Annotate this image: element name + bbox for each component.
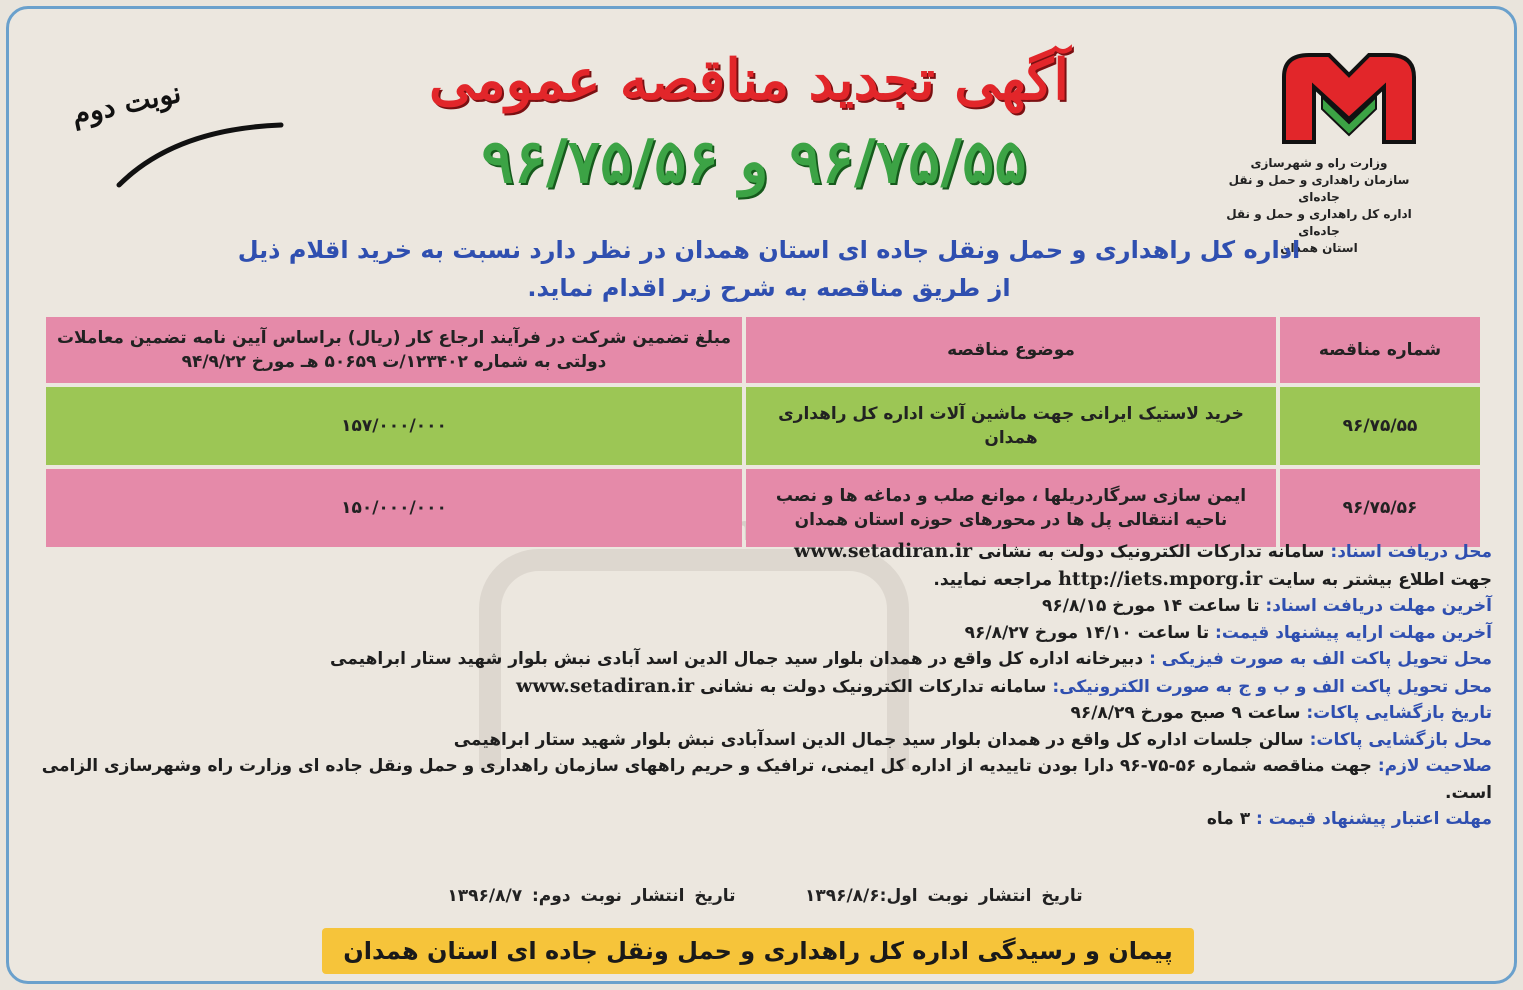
detail-label: محل تحویل پاکت الف و ب و ج به صورت الکترونیکی: xyxy=(1052,676,1492,697)
header-subject: موضوع مناقصه xyxy=(746,317,1276,383)
first-publication-date: تاریخ انتشار نوبت اول:۱۳۹۶/۸/۶ xyxy=(804,886,1083,906)
detail-docs-location xyxy=(32,538,1492,566)
tender-subject: ایمن سازی سرگاردریلها ، موانع صلب و دماغه ها و نصب ناحیه انتقالی پل ها در محورهای حوزه استان همدان xyxy=(746,469,1276,547)
tender-table xyxy=(42,313,1484,551)
detail-label: تاریخ بازگشایی پاکات: xyxy=(1306,703,1492,723)
notice-title: آگهی تجدید مناقصه عمومی xyxy=(428,47,1069,113)
detail-text: جهت اطلاع بیشتر به سایت xyxy=(1268,569,1492,590)
table-row xyxy=(46,387,1480,465)
detail-label: محل دریافت اسناد: xyxy=(1330,542,1492,562)
intro-line: اداره کل راهداری و حمل ونقل جاده ای استان همدان در نظر دارد نسبت به خرید اقلام ذیل xyxy=(237,236,1301,264)
intro-text xyxy=(179,231,1359,307)
detail-label: آخرین مهلت دریافت اسناد: xyxy=(1265,596,1492,616)
second-publication-date: تاریخ انتشار نوبت دوم: ۱۳۹۶/۸/۷ xyxy=(447,886,736,906)
detail-text: سامانه تدارکات الکترونیک دولت به نشانی xyxy=(978,542,1325,562)
detail-label: آخرین مهلت ارایه پیشنهاد قیمت: xyxy=(1215,622,1492,643)
footer-banner: پیمان و رسیدگی اداره کل راهداری و حمل ونقل جاده ای استان همدان xyxy=(322,928,1194,974)
detail-bid-validity xyxy=(32,806,1492,833)
publication-dates xyxy=(400,886,1130,906)
detail-label: صلاحیت لازم: xyxy=(1377,756,1492,776)
detail-opening-location xyxy=(32,727,1492,754)
round-label: نوبت دوم xyxy=(68,75,184,132)
setadiran-link[interactable]: www.setadiran.ir xyxy=(516,674,695,697)
tender-number: ۹۶/۷۵/۵۶ xyxy=(1280,469,1480,547)
detail-text: سامانه تدارکات الکترونیک دولت به نشانی xyxy=(700,676,1047,697)
detail-label: محل تحویل پاکت الف به صورت فیزیکی : xyxy=(1149,649,1492,669)
header-number: شماره مناقصه xyxy=(1280,317,1480,383)
iets-link[interactable]: http://iets.mporg.ir xyxy=(1058,567,1263,590)
detail-label: مهلت اعتبار پیشنهاد قیمت : xyxy=(1256,809,1492,829)
table-header-row xyxy=(46,317,1480,383)
detail-text: مراجعه نمایید. xyxy=(933,569,1053,590)
setadiran-link[interactable]: www.setadiran.ir xyxy=(794,540,973,562)
table-row xyxy=(46,469,1480,547)
detail-bid-deadline xyxy=(32,620,1492,647)
detail-electronic-delivery xyxy=(32,673,1492,701)
tender-guarantee: ۱۵۷/۰۰۰/۰۰۰ xyxy=(46,387,742,465)
detail-text: سالن جلسات اداره کل واقع در همدان بلوار سید جمال الدین اسدآبادی نبش بلوار شهید ستار ابراهیمی xyxy=(453,729,1304,750)
detail-physical-delivery xyxy=(32,646,1492,673)
swoosh-decoration-icon xyxy=(115,119,285,189)
tender-guarantee: ۱۵۰/۰۰۰/۰۰۰ xyxy=(46,469,742,547)
tender-details xyxy=(32,538,1492,833)
detail-label: محل بازگشایی پاکات: xyxy=(1309,729,1492,750)
header-guarantee: مبلغ تضمین شرکت در فرآیند ارجاع کار (ریال) براساس آیین نامه تضمین معاملات دولتی به شماره ۱۲۳۴۰۲/ت ۵۰۶۵۹ هـ مورخ ۹۴/۹/۲۲ xyxy=(46,317,742,383)
ministry-line: اداره کل راهداری و حمل و نقل جاده‌ای xyxy=(1226,207,1412,238)
intro-line: از طریق مناقصه به شرح زیر اقدام نماید. xyxy=(527,274,1011,302)
detail-text: دبیرخانه اداره کل واقع در همدان بلوار سید جمال الدین اسد آبادی نبش بلوار شهید ستار ابراهیمی xyxy=(330,649,1144,669)
detail-text: جهت مناقصه شماره ۵۶-۷۵-۹۶ دارا بودن تاییدیه از اداره کل ایمنی، ترافیک و حریم راههای سازمان راهداری و حمل ونقل جاده ای وزارت راه وشهرسازی الزامی است. xyxy=(41,756,1492,803)
detail-text: تا ساعت ۱۴/۱۰ مورخ ۹۶/۸/۲۷ xyxy=(964,622,1210,643)
tender-number: ۹۶/۷۵/۵۵ xyxy=(1280,387,1480,465)
ministry-line: وزارت راه و شهرسازی xyxy=(1250,156,1388,170)
detail-text: ساعت ۹ صبح مورخ ۹۶/۸/۲۹ xyxy=(1070,703,1301,723)
tender-subject: خرید لاستیک ایرانی جهت ماشین آلات اداره کل راهداری همدان xyxy=(746,387,1276,465)
ministry-line: استان همدان xyxy=(1280,241,1358,255)
road-org-logo-icon xyxy=(1274,47,1424,151)
ministry-line: سازمان راهداری و حمل و نقل جاده‌ای xyxy=(1228,173,1410,204)
tender-numbers: ۹۶/۷۵/۵۵ و ۹۶/۷۵/۵۶ xyxy=(481,127,1027,197)
detail-opening-date xyxy=(32,700,1492,727)
detail-docs-deadline xyxy=(32,593,1492,620)
detail-text: تا ساعت ۱۴ مورخ ۹۶/۸/۱۵ xyxy=(1042,596,1260,616)
detail-more-info xyxy=(32,566,1492,594)
detail-text: ۳ ماه xyxy=(1206,809,1251,829)
detail-qualification xyxy=(32,753,1492,806)
